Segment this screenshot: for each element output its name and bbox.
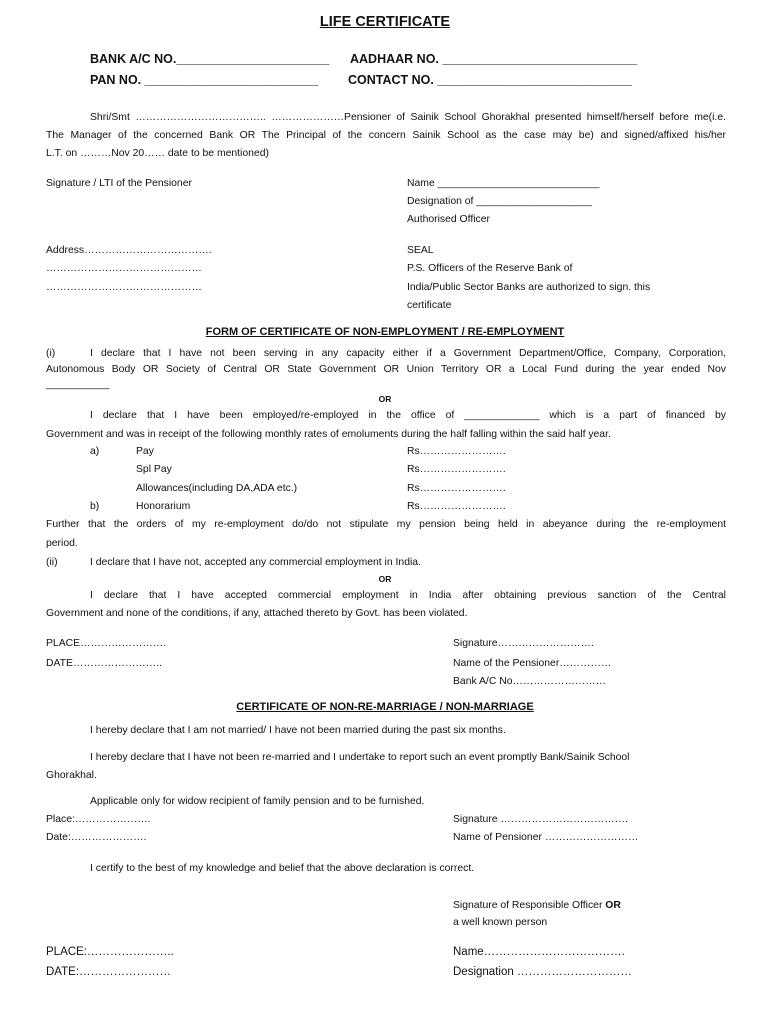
well-known-person-label: a well known person xyxy=(453,917,548,928)
seal-label: SEAL xyxy=(407,245,434,256)
item-i-line-2: Autonomous Body OR Society of Central OR State Government OR Union Territory OR a Local Fund during the year ended Nov xyxy=(46,364,726,375)
emolument-amount: Rs……………………. xyxy=(407,464,506,475)
marriage-pensioner-name-field: Name of Pensioner ……………………… xyxy=(453,832,639,843)
final-designation-field: Designation ………………………… xyxy=(453,966,632,978)
reemployment-line-1: I declare that I have been employed/re-employed in the office of _____________ which is a part of financed by xyxy=(90,410,726,421)
emolument-item: Honorarium xyxy=(136,501,191,512)
marriage-place-field: Place:…………………. xyxy=(46,814,151,825)
employment-section-heading: FORM OF CERTIFICATE OF NON-EMPLOYMENT / RE-EMPLOYMENT xyxy=(205,326,565,338)
authorised-officer-label: Authorised Officer xyxy=(407,214,490,225)
intro-line-2: The Manager of the concerned Bank OR The Principal of the concern Sainik School as the case may be) and signed/affixed his/her xyxy=(46,130,726,141)
intro-line-3: L.T. on ………Nov 20…… date to be mentioned) xyxy=(46,148,269,159)
responsible-officer-label: Signature of Responsible Officer xyxy=(453,900,603,911)
pan-field: PAN NO. _________________________ xyxy=(90,73,319,87)
address-line-1: Address………………………………. xyxy=(46,245,212,256)
non-remarriage-declaration-1: I hereby declare that I have not been re-married and I undertake to report such an event promptly Bank/Sainik School xyxy=(90,752,630,763)
officers-note-3: certificate xyxy=(407,300,452,311)
emolument-item: Allowances(including DA,ADA etc.) xyxy=(136,483,298,494)
marriage-date-field: Date:…………………. xyxy=(46,832,147,843)
emolument-amount: Rs……………………. xyxy=(407,483,506,494)
final-place-field: PLACE:………………….. xyxy=(46,946,174,958)
pensioner-signature-label: Signature / LTI of the Pensioner xyxy=(46,178,192,189)
aadhaar-field: AADHAAR NO. ____________________________ xyxy=(350,52,638,66)
responsible-officer-signature xyxy=(453,899,621,912)
address-line-2: ……………………………………… xyxy=(46,263,202,274)
emolument-item: Pay xyxy=(136,446,154,457)
emolument-amount: Rs……………………. xyxy=(407,501,506,512)
certification-statement: I certify to the best of my knowledge and belief that the above declaration is correct. xyxy=(90,863,475,874)
item-ii-label: (ii) xyxy=(46,557,58,568)
final-name-field: Name………………………………. xyxy=(453,946,625,958)
emolument-item: Spl Pay xyxy=(136,464,172,475)
further-line-1: Further that the orders of my re-employment do/do not stipulate my pension being held in abeyance during the re-employment xyxy=(46,519,726,530)
marriage-section-heading: CERTIFICATE OF NON-RE-MARRIAGE / NON-MARRIAGE xyxy=(236,701,534,713)
marriage-signature-field: Signature ………………………………. xyxy=(453,814,628,825)
officer-designation-field: Designation of ____________________ xyxy=(407,196,592,207)
emolument-amount: Rs……………………. xyxy=(407,446,506,457)
commercial-line-2: Government and none of the conditions, if any, attached thereto by Govt. has been violated. xyxy=(46,608,468,619)
item-i-label: (i) xyxy=(46,348,56,359)
intro-line-1: Shri/Smt ……………………………….. …………………Pensioner of Sainik School Ghorakhal presented himself/herself before me(i.e. xyxy=(90,112,726,123)
or-separator-2: OR xyxy=(378,574,392,584)
item-i-line-3: ___________ xyxy=(46,379,110,390)
address-line-3: ……………………………………… xyxy=(46,282,202,293)
officers-note-1: P.S. Officers of the Reserve Bank of xyxy=(407,263,573,274)
officers-note-2: India/Public Sector Banks are authorized to sign. this xyxy=(407,282,651,293)
item-ii-text: I declare that I have not, accepted any commercial employment in India. xyxy=(90,557,421,568)
officer-name-field: Name ____________________________ xyxy=(407,178,600,189)
place-field: PLACE……………………. xyxy=(46,638,167,649)
date-field: DATE…………………….. xyxy=(46,658,162,669)
reemployment-line-2: Government and was in receipt of the following monthly rates of emoluments during the half falling within the said half year. xyxy=(46,429,611,440)
commercial-line-1: I declare that I have accepted commercial employment in India after obtaining previous sanction of the Central xyxy=(90,590,726,601)
pensioner-name-field: Name of the Pensioner…………… xyxy=(453,658,612,669)
further-line-2: period. xyxy=(46,538,78,549)
bank-account-no-field: Bank A/C No……………………… xyxy=(453,676,607,687)
pensioner-signature-field: Signature………………………. xyxy=(453,638,594,649)
or-separator-1: OR xyxy=(378,394,392,404)
label-a: a) xyxy=(90,446,100,457)
item-i-line-1: I declare that I have not been serving in any capacity either if a Government Department/Office, Company, Corporation, xyxy=(90,348,726,359)
page-title: LIFE CERTIFICATE xyxy=(319,14,451,30)
non-marriage-declaration: I hereby declare that I am not married/ I have not been married during the past six months. xyxy=(90,725,506,736)
label-b: b) xyxy=(90,501,100,512)
or-word: OR xyxy=(605,900,621,911)
contact-field: CONTACT NO. ____________________________ xyxy=(348,73,632,87)
final-date-field: DATE:…………………… xyxy=(46,966,172,978)
bank-account-field: BANK A/C NO.______________________ xyxy=(90,52,330,66)
widow-note: Applicable only for widow recipient of family pension and to be furnished. xyxy=(90,796,425,807)
non-remarriage-declaration-2: Ghorakhal. xyxy=(46,770,97,781)
